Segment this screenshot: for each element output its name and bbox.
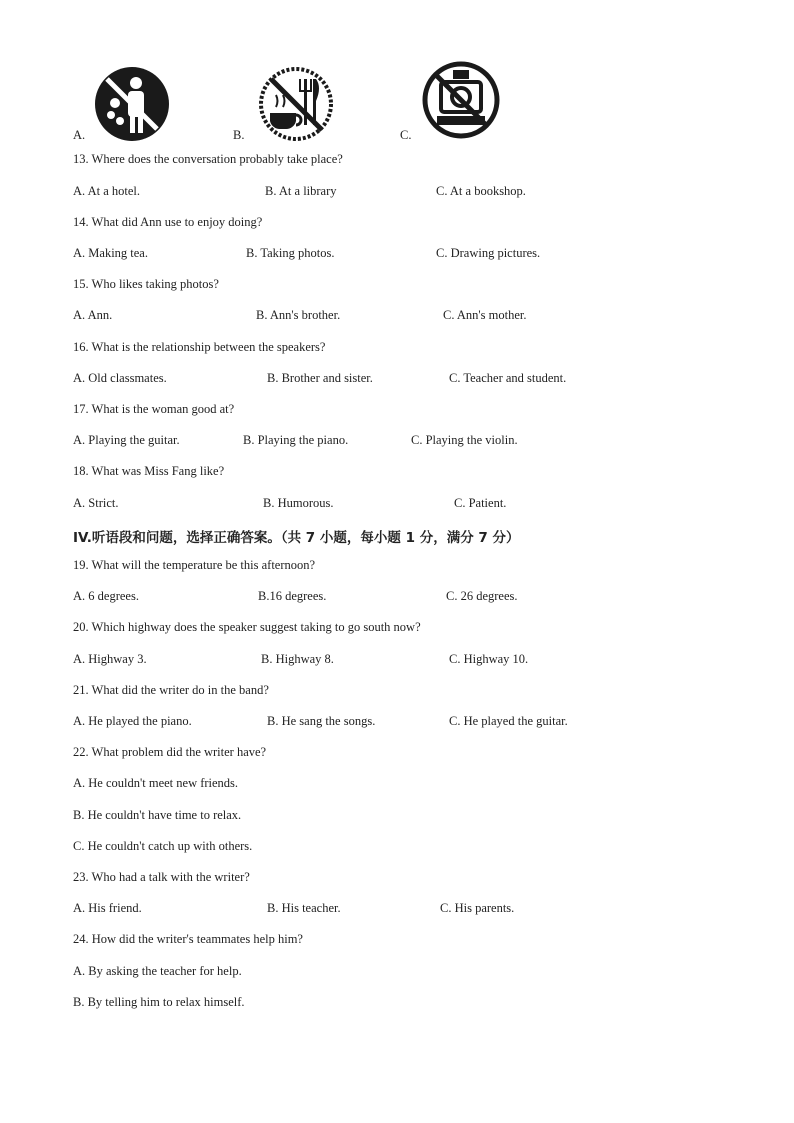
q14-option-a[interactable]: A. Making tea.	[73, 246, 148, 260]
question-14-options	[0, 246, 794, 264]
question-20: 20. Which highway does the speaker suggest taking to go south now?	[73, 620, 421, 634]
question-17-options	[0, 433, 794, 451]
q14-option-c[interactable]: C. Drawing pictures.	[436, 246, 541, 260]
q19-option-a[interactable]: A. 6 degrees.	[73, 589, 139, 603]
q16-option-b[interactable]: B. Brother and sister.	[267, 371, 373, 385]
question-19: 19. What will the temperature be this afternoon?	[73, 558, 316, 572]
picture-options	[0, 0, 794, 150]
q20-option-b[interactable]: B. Highway 8.	[261, 652, 334, 666]
q22-option-c[interactable]: C. He couldn't catch up with others.	[73, 839, 253, 853]
q14-option-b[interactable]: B. Taking photos.	[246, 246, 335, 260]
question-14: 14. What did Ann use to enjoy doing?	[73, 215, 263, 229]
question-13: 13. Where does the conversation probably take place?	[73, 152, 343, 166]
no-food-drink-icon	[256, 65, 336, 143]
option-b-label: B.	[233, 128, 245, 142]
q21-option-a[interactable]: A. He played the piano.	[73, 714, 192, 728]
q15-option-b[interactable]: B. Ann's brother.	[256, 308, 341, 322]
q17-option-a[interactable]: A. Playing the guitar.	[73, 433, 180, 447]
q15-option-a[interactable]: A. Ann.	[73, 308, 113, 322]
q23-option-c[interactable]: C. His parents.	[440, 901, 515, 915]
q13-option-b[interactable]: B. At a library	[265, 184, 337, 198]
q16-option-c[interactable]: C. Teacher and student.	[449, 371, 567, 385]
question-24: 24. How did the writer's teammates help him?	[73, 932, 303, 946]
q22-option-a[interactable]: A. He couldn't meet new friends.	[73, 776, 239, 790]
q24-option-b[interactable]: B. By telling him to relax himself.	[73, 995, 245, 1009]
q24-option-a[interactable]: A. By asking the teacher for help.	[73, 964, 242, 978]
q19-option-b[interactable]: B.16 degrees.	[258, 589, 327, 603]
q17-option-c[interactable]: C. Playing the violin.	[411, 433, 518, 447]
question-23-options	[0, 901, 794, 919]
question-15-options	[0, 308, 794, 326]
question-19-options	[0, 589, 794, 607]
question-16: 16. What is the relationship between the speakers?	[73, 340, 326, 354]
q13-option-a[interactable]: A. At a hotel.	[73, 184, 141, 198]
q21-option-b[interactable]: B. He sang the songs.	[267, 714, 376, 728]
question-17: 17. What is the woman good at?	[73, 402, 235, 416]
q17-option-b[interactable]: B. Playing the piano.	[243, 433, 349, 447]
q18-option-c[interactable]: C. Patient.	[454, 496, 507, 510]
q18-option-b[interactable]: B. Humorous.	[263, 496, 334, 510]
question-15: 15. Who likes taking photos?	[73, 277, 219, 291]
q18-option-a[interactable]: A. Strict.	[73, 496, 119, 510]
question-18: 18. What was Miss Fang like?	[73, 464, 225, 478]
q23-option-b[interactable]: B. His teacher.	[267, 901, 341, 915]
question-21-options	[0, 714, 794, 732]
question-20-options	[0, 652, 794, 670]
question-13-options	[0, 184, 794, 202]
question-16-options	[0, 371, 794, 389]
question-22: 22. What problem did the writer have?	[73, 745, 267, 759]
q21-option-c[interactable]: C. He played the guitar.	[449, 714, 568, 728]
question-21: 21. What did the writer do in the band?	[73, 683, 269, 697]
q15-option-c[interactable]: C. Ann's mother.	[443, 308, 527, 322]
q20-option-a[interactable]: A. Highway 3.	[73, 652, 147, 666]
q23-option-a[interactable]: A. His friend.	[73, 901, 142, 915]
q19-option-c[interactable]: C. 26 degrees.	[446, 589, 518, 603]
q16-option-a[interactable]: A. Old classmates.	[73, 371, 167, 385]
q22-option-b[interactable]: B. He couldn't have time to relax.	[73, 808, 242, 822]
q20-option-c[interactable]: C. Highway 10.	[449, 652, 529, 666]
option-a-label: A.	[73, 128, 86, 142]
q13-option-c[interactable]: C. At a bookshop.	[436, 184, 526, 198]
question-23: 23. Who had a talk with the writer?	[73, 870, 250, 884]
section-heading: IV.听语段和问题，选择正确答案。（共 7 小题，每小题 1 分，满分 7 分）	[73, 530, 520, 546]
option-c-label: C.	[400, 128, 412, 142]
no-photography-icon	[419, 60, 503, 140]
no-littering-icon	[93, 65, 171, 143]
question-18-options	[0, 496, 794, 514]
